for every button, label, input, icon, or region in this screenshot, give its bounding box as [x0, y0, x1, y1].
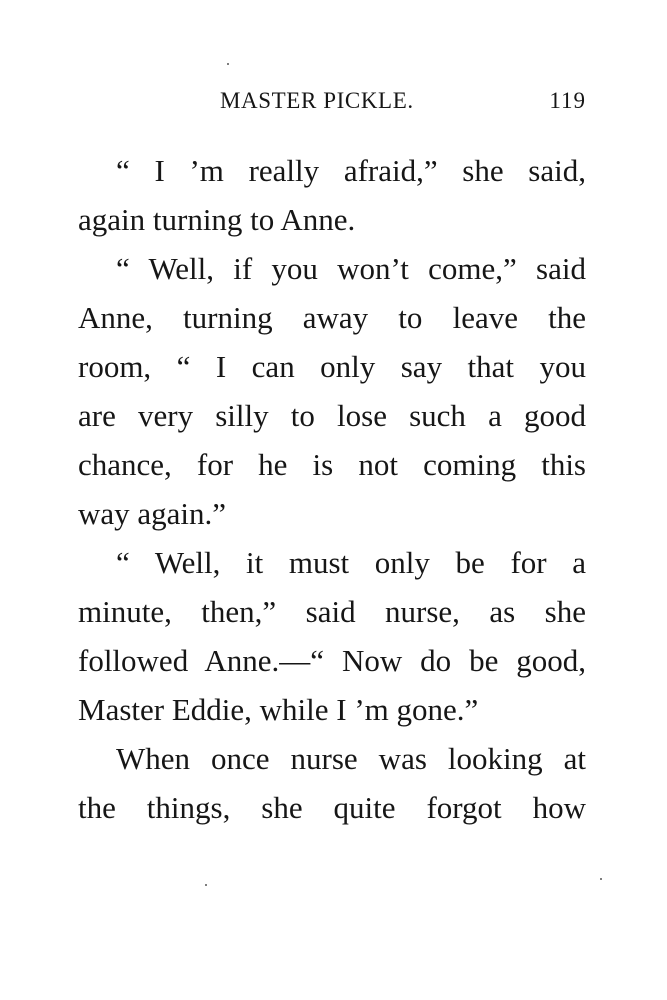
text-line: “ Well, it must only be for a — [116, 545, 586, 580]
page-header — [78, 88, 586, 122]
text-line: room, “ I can only say that you — [78, 349, 586, 384]
text-line: When once nurse was looking at — [116, 741, 586, 776]
paragraph — [78, 146, 586, 244]
body-text — [78, 146, 586, 832]
text-line: “ Well, if you won’t come,” said — [116, 251, 586, 286]
print-speck — [205, 884, 207, 886]
page-number: 119 — [549, 88, 586, 113]
text-line: way again.” — [78, 496, 227, 531]
print-speck — [600, 878, 602, 880]
text-line: minute, then,” said nurse, as she — [78, 594, 586, 629]
running-title: MASTER PICKLE. — [220, 88, 414, 113]
paragraph — [78, 734, 586, 832]
text-line: followed Anne.—“ Now do be good, — [78, 643, 586, 678]
text-line: “ I ’m really afraid,” she said, — [116, 153, 586, 188]
text-line: again turning to Anne. — [78, 202, 356, 237]
paragraph — [78, 244, 586, 538]
paragraph — [78, 538, 586, 734]
text-line: Master Eddie, while I ’m gone.” — [78, 692, 479, 727]
text-line: are very silly to lose such a good — [78, 398, 586, 433]
text-line: Anne, turning away to leave the — [78, 300, 586, 335]
print-speck — [227, 63, 229, 65]
text-line: chance, for he is not coming this — [78, 447, 586, 482]
text-line: the things, she quite forgot how — [78, 790, 586, 825]
